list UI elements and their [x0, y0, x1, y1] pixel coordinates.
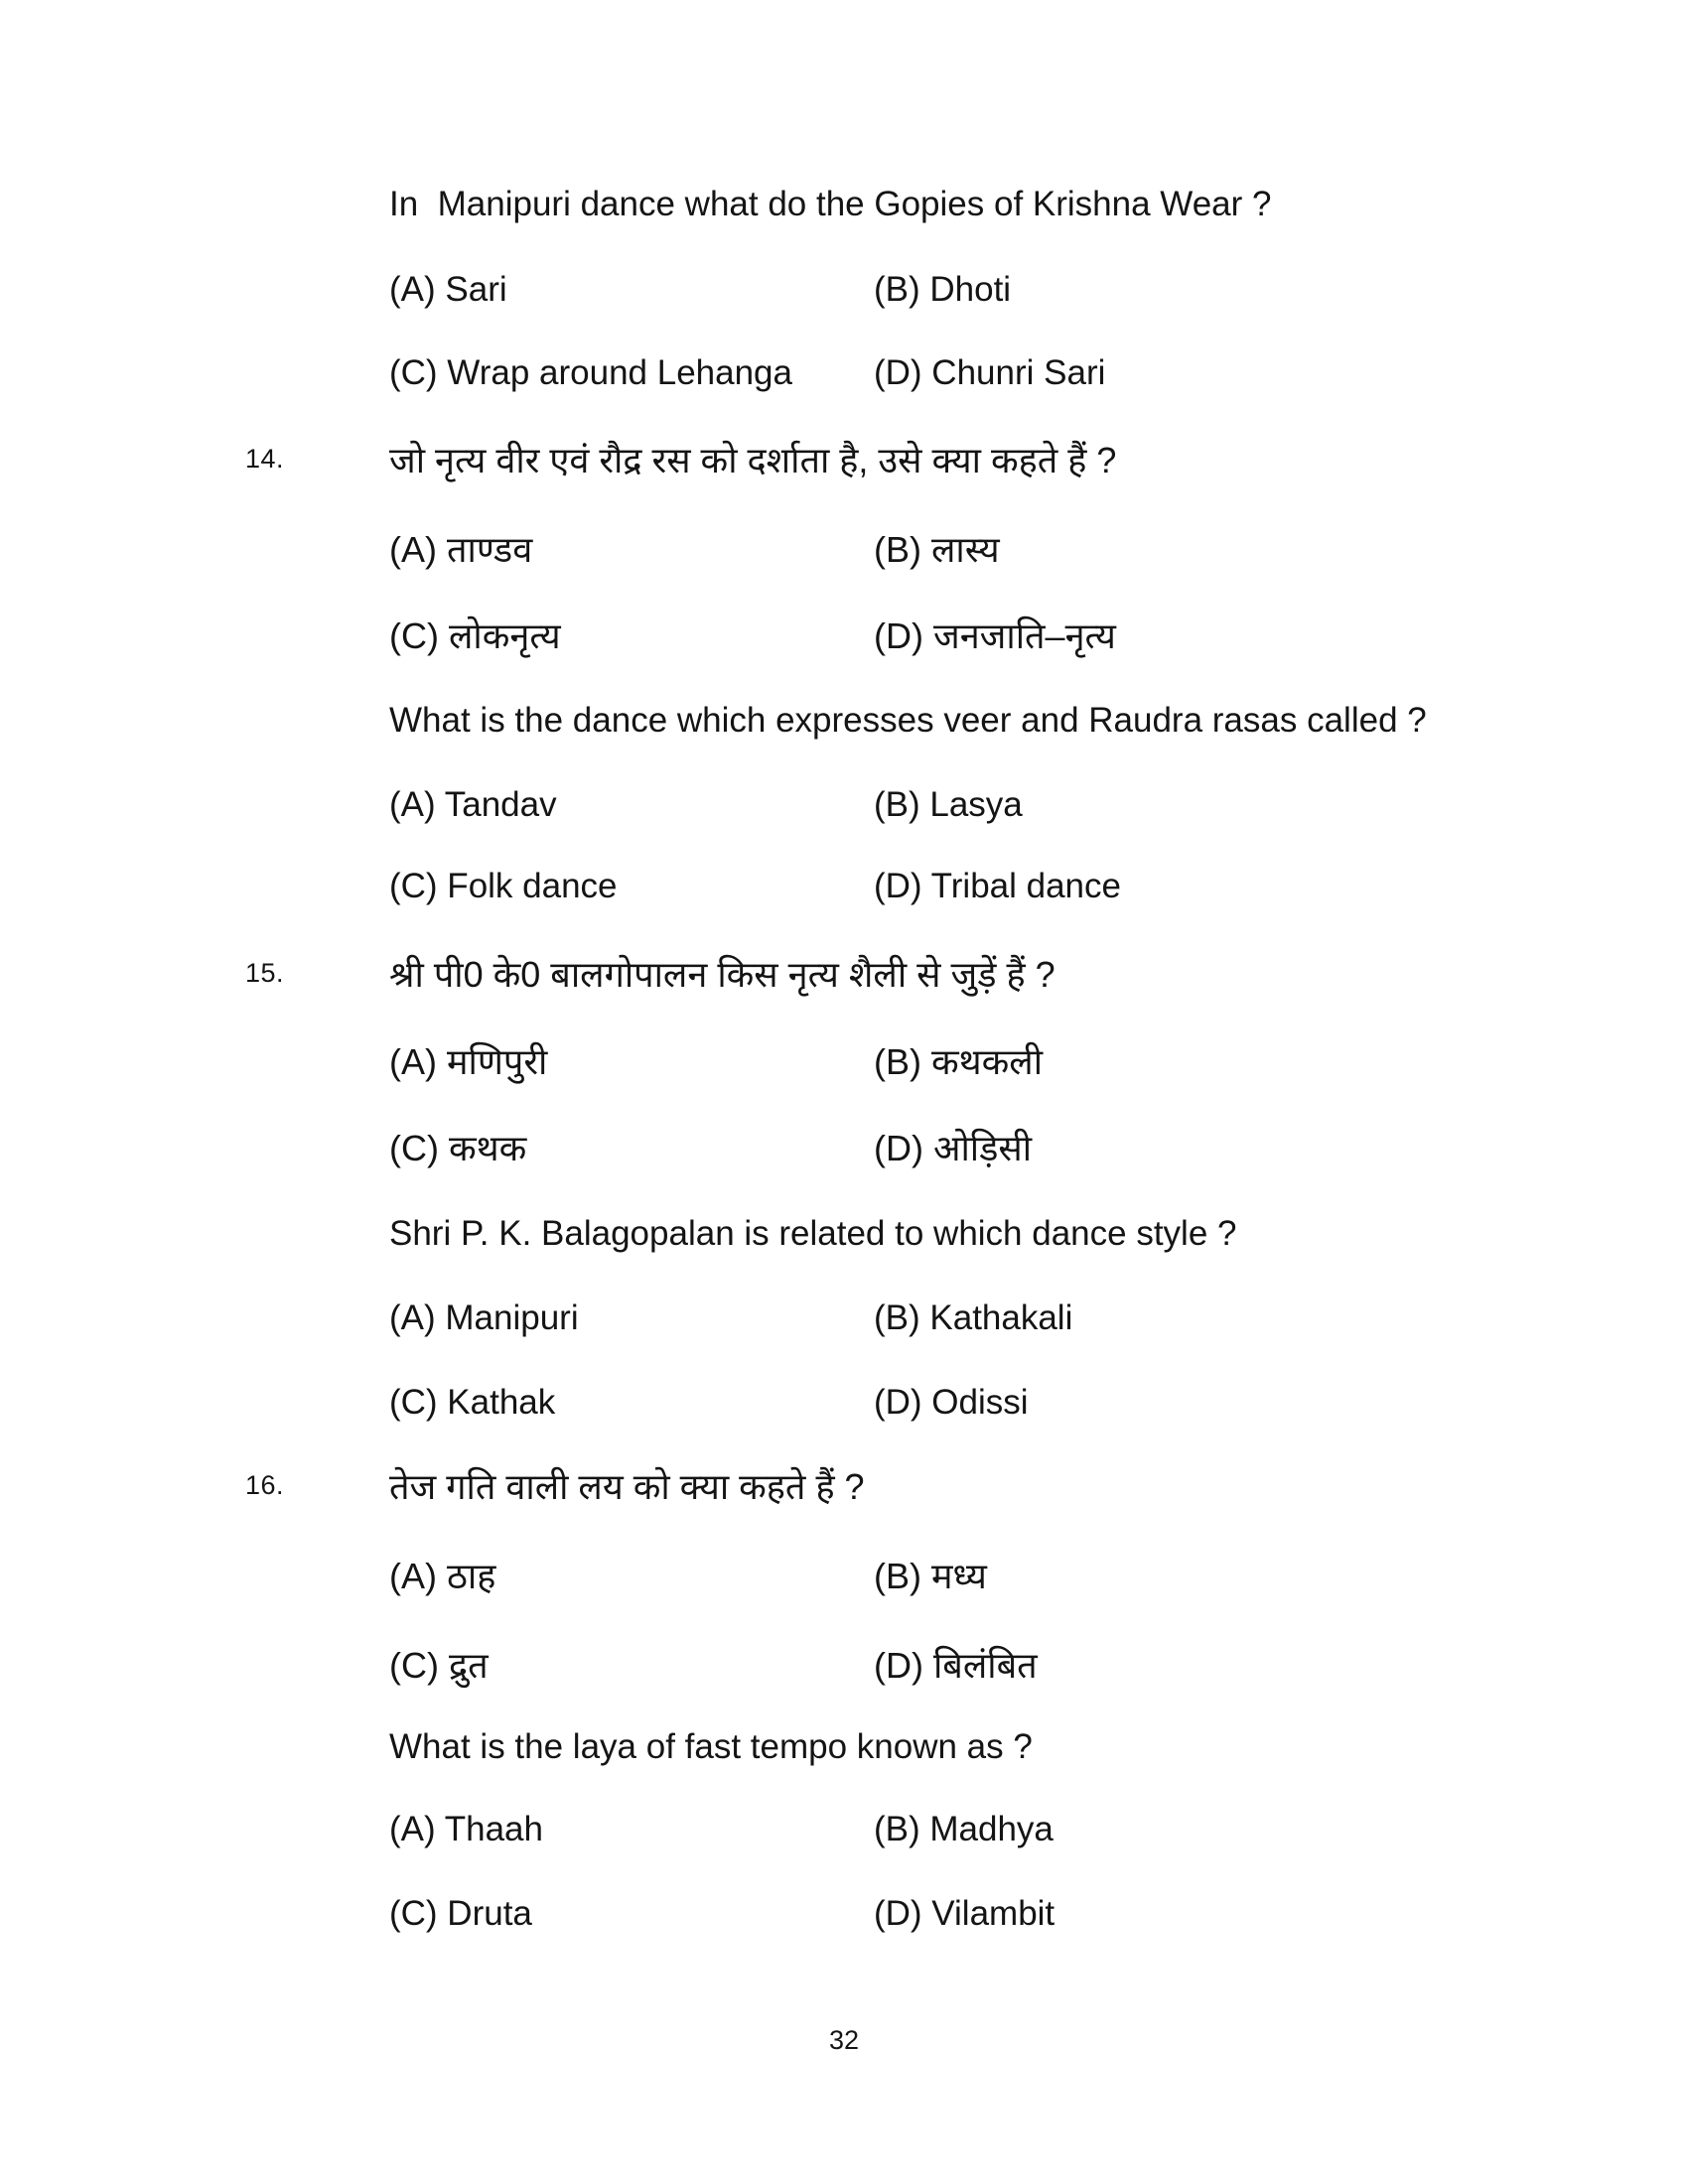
question-14-hindi-options-cd	[0, 611, 1688, 666]
question-13-english	[0, 185, 1688, 240]
question-text-hindi: तेज गति वाली लय को क्या कहते हैं ?	[389, 1466, 865, 1507]
option-a: (A) Thaah	[389, 1810, 543, 1848]
option-b: (B) Dhoti	[874, 270, 1012, 309]
question-number: 15.	[245, 958, 285, 988]
question-15-hindi	[0, 949, 1688, 1005]
option-d: (D) Vilambit	[874, 1894, 1055, 1933]
question-13-english-options-cd	[0, 353, 1688, 409]
page-number: 32	[828, 2025, 860, 2055]
option-a: (A) Manipuri	[389, 1298, 579, 1337]
option-c: (C) द्रुत	[389, 1645, 489, 1686]
question-text-english: What is the laya of fast tempo known as ?	[389, 1727, 1033, 1766]
option-a: (A) ठाह	[389, 1556, 496, 1596]
option-b: (B) लास्य	[874, 529, 1000, 570]
question-text-english: Shri P. K. Balagopalan is related to which dance style ?	[389, 1214, 1237, 1253]
option-d: (D) ओड़िसी	[874, 1128, 1033, 1168]
question-14-english	[0, 701, 1688, 756]
question-number: 16.	[245, 1470, 285, 1500]
option-b: (B) कथकली	[874, 1041, 1044, 1082]
question-15-hindi-options-ab	[0, 1036, 1688, 1092]
question-16-english	[0, 1727, 1688, 1783]
question-number: 14.	[245, 444, 285, 474]
option-a: (A) Sari	[389, 270, 507, 309]
question-16-hindi-options-ab	[0, 1551, 1688, 1606]
option-a: (A) Tandav	[389, 785, 557, 824]
option-d: (D) बिलंबित	[874, 1645, 1038, 1686]
option-c: (C) Kathak	[389, 1383, 556, 1422]
option-c: (C) कथक	[389, 1128, 527, 1168]
question-15-english-options-cd	[0, 1383, 1688, 1438]
question-14-hindi-options-ab	[0, 524, 1688, 580]
option-b: (B) Lasya	[874, 785, 1023, 824]
option-d: (D) Chunri Sari	[874, 353, 1106, 392]
question-14-hindi	[0, 435, 1688, 490]
option-d: (D) जनजाति–नृत्य	[874, 615, 1116, 656]
option-a: (A) मणिपुरी	[389, 1041, 548, 1082]
question-15-english-options-ab	[0, 1298, 1688, 1354]
option-d: (D) Odissi	[874, 1383, 1029, 1422]
option-d: (D) Tribal dance	[874, 867, 1121, 905]
question-text-english: In Manipuri dance what do the Gopies of Krishna Wear ?	[389, 185, 1272, 223]
option-c: (C) Druta	[389, 1894, 532, 1933]
option-c: (C) लोकनृत्य	[389, 615, 561, 656]
option-c: (C) Folk dance	[389, 867, 618, 905]
question-16-hindi-options-cd	[0, 1640, 1688, 1696]
option-b: (B) Madhya	[874, 1810, 1054, 1848]
option-b: (B) Kathakali	[874, 1298, 1073, 1337]
question-text-hindi: जो नृत्य वीर एवं रौद्र रस को दर्शाता है, उसे क्या कहते हैं ?	[389, 440, 1117, 480]
option-c: (C) Wrap around Lehanga	[389, 353, 792, 392]
question-14-english-options-ab	[0, 785, 1688, 841]
question-16-hindi	[0, 1461, 1688, 1517]
question-15-hindi-options-cd	[0, 1123, 1688, 1178]
question-13-english-options-ab	[0, 270, 1688, 326]
option-a: (A) ताण्डव	[389, 529, 533, 570]
question-16-english-options-ab	[0, 1810, 1688, 1865]
question-15-english	[0, 1214, 1688, 1270]
question-14-english-options-cd	[0, 867, 1688, 922]
question-text-hindi: श्री पी0 के0 बालगोपालन किस नृत्य शैली से जुड़ें हैं ?	[389, 954, 1055, 995]
question-text-english: What is the dance which expresses veer and Raudra rasas called ?	[389, 701, 1427, 740]
question-16-english-options-cd	[0, 1894, 1688, 1950]
option-b: (B) मध्य	[874, 1556, 987, 1596]
